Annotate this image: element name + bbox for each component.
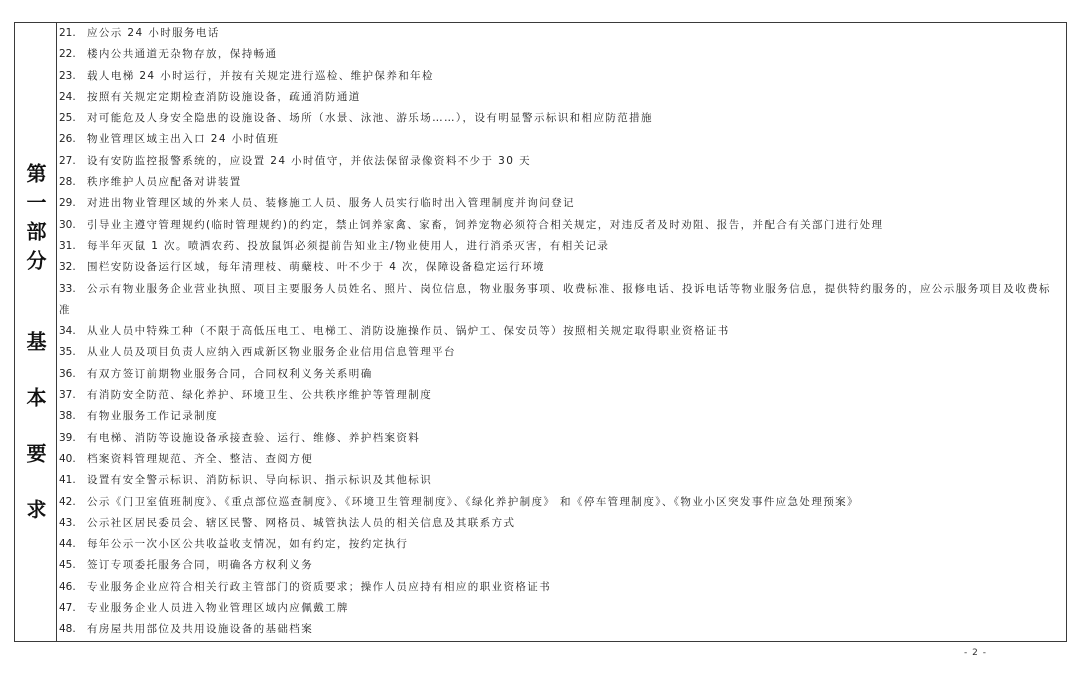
- item-number: 38.: [59, 410, 76, 423]
- item-text: 公示有物业服务企业营业执照、项目主要服务人员姓名、照片、岗位信息，物业服务事项、收费标准、报修电话、投诉电话等物业服务信息，提供特约服务的，应公示服务项目及收费标: [87, 282, 1051, 295]
- item-number: 45.: [59, 559, 76, 572]
- item-text: 每年公示一次小区公共收益收支情况，如有约定，按约定执行: [87, 538, 409, 551]
- list-item: [58, 428, 1066, 449]
- item-text: 有物业服务工作记录制度: [87, 410, 218, 423]
- list-item: [58, 385, 1066, 406]
- item-text: 从业人员中特殊工种（不限于高低压电工、电梯工、消防设施操作员、锅炉工、保安员等）按照相关规定取得职业资格证书: [87, 325, 730, 338]
- list-item: [58, 23, 1066, 44]
- item-text: 公示社区居民委员会、辖区民警、网格员、城管执法人员的相关信息及其联系方式: [87, 516, 516, 529]
- item-number: 42.: [59, 495, 76, 508]
- item-number: 21.: [59, 27, 76, 39]
- list-item: [58, 619, 1066, 640]
- requirements-list: [58, 23, 1066, 641]
- item-text: 按照有关规定定期检查消防设施设备，疏通消防通道: [87, 90, 361, 103]
- item-text: 围栏安防设备运行区域，每年清理枝、萌蘖枝、叶不少于 4 次，保障设备稳定运行环境: [87, 261, 545, 274]
- item-number: 46.: [59, 580, 76, 593]
- item-text: 公示《门卫室值班制度》、《重点部位巡查制度》、《环境卫生管理制度》、《绿化养护制度》 和《停车管理制度》、《物业小区突发事件应急处理预案》: [87, 495, 859, 508]
- item-text: 每半年灭鼠 1 次。喷洒农药、投放鼠饵必须提前告知业主/物业使用人，进行消杀灭害，有相关记录: [87, 239, 610, 252]
- list-item: [58, 406, 1066, 427]
- requirements-table: [14, 22, 1067, 642]
- list-item: [58, 108, 1066, 129]
- item-text: 档案资料管理规范、齐全、整洁、查阅方便: [87, 452, 314, 465]
- item-text: 从业人员及项目负责人应纳入西咸新区物业服务企业信用信息管理平台: [87, 346, 456, 359]
- item-number: 31.: [59, 239, 76, 252]
- list-item: [58, 342, 1066, 363]
- list-item: [58, 129, 1066, 150]
- item-number: 27.: [59, 154, 76, 167]
- list-item: [58, 470, 1066, 491]
- list-item-continuation: [58, 300, 1066, 321]
- item-number: 39.: [59, 431, 76, 444]
- item-text: 秩序维护人员应配备对讲装置: [87, 176, 242, 189]
- list-item: [58, 598, 1066, 619]
- item-text: 应公示 24 小时服务电话: [87, 27, 220, 39]
- list-item: [58, 555, 1066, 576]
- list-item: [58, 236, 1066, 257]
- list-item: [58, 172, 1066, 193]
- item-number: 25.: [59, 112, 76, 125]
- item-text: 引导业主遵守管理规约(临时管理规约)的约定，禁止饲养家禽、家畜，饲养宠物必须符合相关规定，对违反者及时劝阻、报告，并配合有关部门进行处理: [87, 218, 884, 231]
- list-item: [58, 257, 1066, 278]
- list-item: [58, 193, 1066, 214]
- list-item: [58, 215, 1066, 236]
- list-item: [58, 279, 1066, 300]
- list-item: [58, 492, 1066, 513]
- item-text: 楼内公共通道无杂物存放，保持畅通: [87, 48, 278, 61]
- item-number: 28.: [59, 176, 76, 189]
- section-title-label: 基本要求: [23, 331, 47, 555]
- item-number: 36.: [59, 367, 76, 380]
- page-number: - 2 -: [964, 648, 987, 658]
- list-item: [58, 151, 1066, 172]
- item-number: 33.: [59, 282, 76, 295]
- list-item: [58, 44, 1066, 65]
- item-number: 26.: [59, 133, 76, 146]
- item-number: 37.: [59, 389, 76, 402]
- item-text: 签订专项委托服务合同，明确各方权利义务: [87, 559, 314, 572]
- item-text: 有消防安全防范、绿化养护、环境卫生、公共秩序维护等管理制度: [87, 389, 433, 402]
- item-number: 35.: [59, 346, 76, 359]
- item-number: 48.: [59, 623, 76, 636]
- item-number: 47.: [59, 602, 76, 615]
- item-text: 设置有安全警示标识、消防标识、导向标识、指示标识及其他标识: [87, 474, 433, 487]
- list-item: [58, 364, 1066, 385]
- item-number: 41.: [59, 474, 76, 487]
- section-label-column: [15, 23, 57, 641]
- item-text: 对可能危及人身安全隐患的设施设备、场所（水景、泳池、游乐场……），设有明显警示标识和相应防范措施: [87, 112, 653, 125]
- item-text: 专业服务企业人员进入物业管理区域内应佩戴工牌: [87, 602, 349, 615]
- item-text: 物业管理区域主出入口 24 小时值班: [87, 133, 280, 146]
- item-number: 43.: [59, 516, 76, 529]
- item-number: 24.: [59, 90, 76, 103]
- list-item: [58, 513, 1066, 534]
- item-text: 对进出物业管理区域的外来人员、装修施工人员、服务人员实行临时出入管理制度并询问登记: [87, 197, 575, 210]
- list-item: [58, 449, 1066, 470]
- list-item: [58, 534, 1066, 555]
- item-text: 专业服务企业应符合相关行政主管部门的资质要求；操作人员应持有相应的职业资格证书: [87, 580, 552, 593]
- item-number: 22.: [59, 48, 76, 61]
- item-text: 有双方签订前期物业服务合同，合同权利义务关系明确: [87, 367, 373, 380]
- item-number: 29.: [59, 197, 76, 210]
- list-item: [58, 66, 1066, 87]
- list-item: [58, 577, 1066, 598]
- item-number: 40.: [59, 452, 76, 465]
- item-text-continuation: 准: [59, 303, 71, 316]
- list-item: [58, 321, 1066, 342]
- item-number: 44.: [59, 538, 76, 551]
- item-number: 23.: [59, 69, 76, 82]
- item-text: 载人电梯 24 小时运行，并按有关规定进行巡检、维护保养和年检: [87, 69, 434, 82]
- item-number: 32.: [59, 261, 76, 274]
- section-part-label: 第一部分: [23, 163, 47, 279]
- item-number: 30.: [59, 218, 76, 231]
- item-text: 设有安防监控报警系统的，应设置 24 小时值守，并依法保留录像资料不少于 30 天: [87, 154, 531, 167]
- item-text: 有电梯、消防等设施设备承接查验、运行、维修、养护档案资料: [87, 431, 421, 444]
- item-text: 有房屋共用部位及共用设施设备的基础档案: [87, 623, 314, 636]
- item-number: 34.: [59, 325, 76, 338]
- list-item: [58, 87, 1066, 108]
